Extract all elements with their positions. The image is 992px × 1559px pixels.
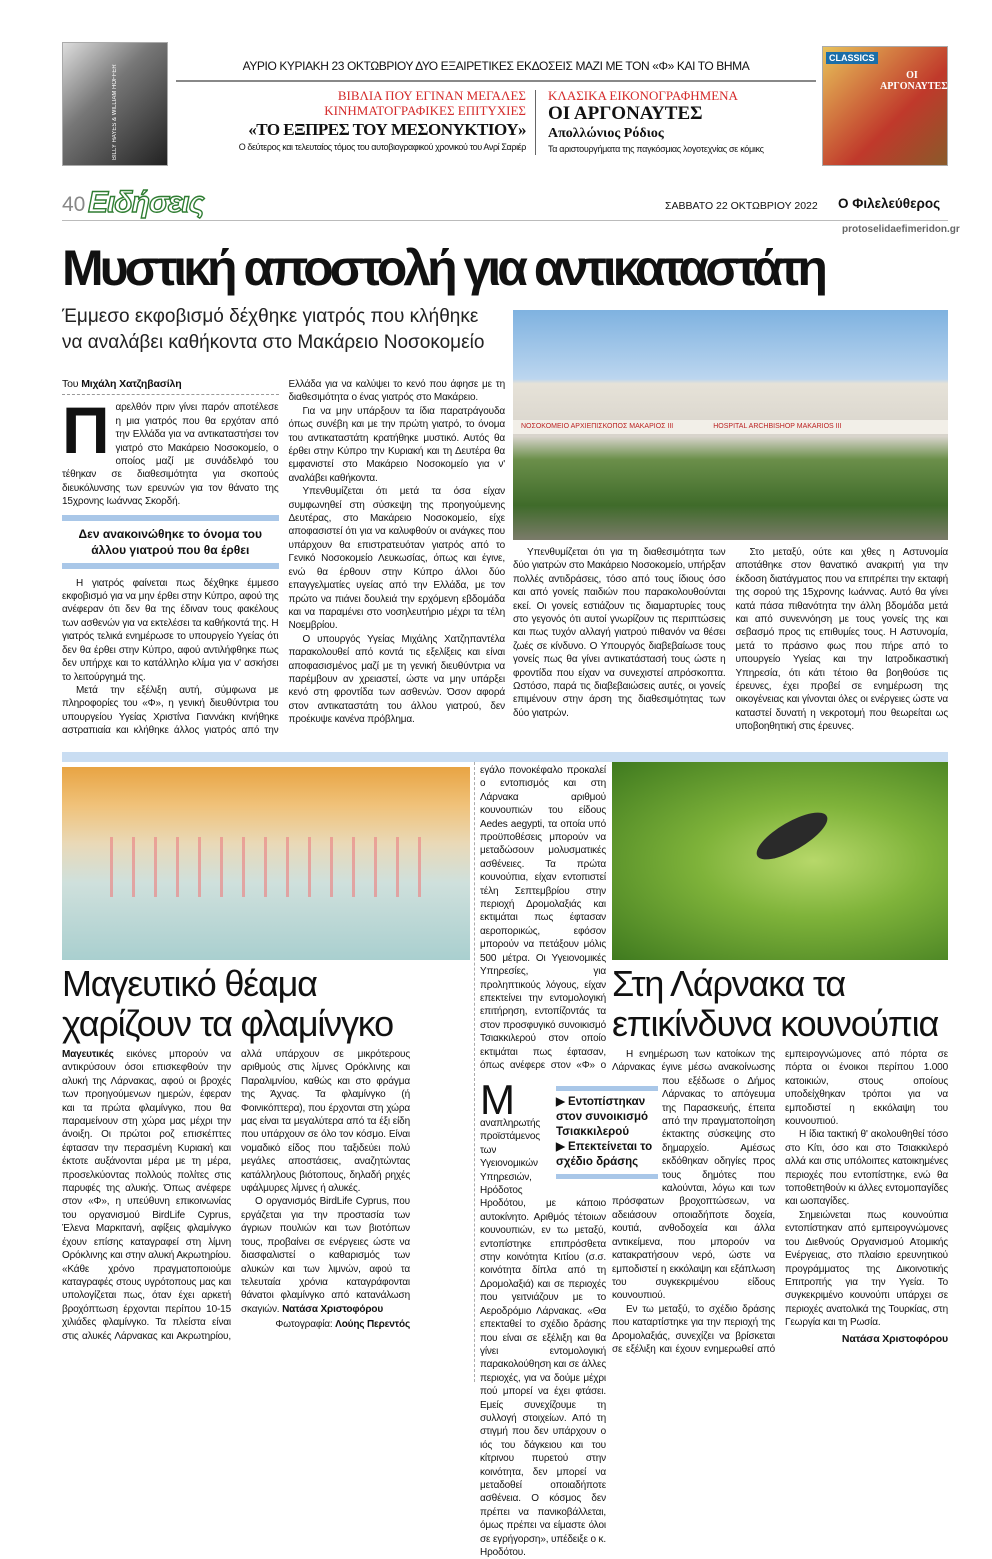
article2-p1: εικόνες μπορούν να αντικρύσουν όσοι επισκεφθούν την αλυκή της Λάρνακας, αφού οι βροχές των προηγούμενων ημερών, έφεραν και τα πρώτα φλαμίνγκο, που θα παραμείνουν στη χώρα μας μέχρι την άνοιξη. Οι πρώτοι ροζ επισκέπτες έφτασαν την περασμένη Κυριακή και έκτοτε αυξάνονται μέρα με τη μέρα, προσελκύοντας πολλούς πολίτες στις παρυφές της αλυκής. Όπως ανέφερε στον «Φ», η υπεύθυνη επικοινωνίας του οργανισμού BirdLife Cyprus, Έλενα Μαρκιτανή, αφίξεις φλαμίνγκο έχουν επίσης καταγραφεί στη λίμνη Ορόκλινης και στην αλυκή Ακρωτηρίου. «Κάθε χρόνο πραγματοποιούμε καταγραφές στους υγρότοπους μας και υπολογίζεται πως, όταν έχει αρκετή βροχόπτωση έρχονται περίπου 10-15 χιλιάδες φλαμίνγκο. Τα πλείστα είναι στις αλυκές Λάρνακας και Ακρωτηρίου, αλλά υπάρχουν σε μικρότερους αριθμούς στις λίμνες Ορόκλινης και Παραλιμνίου, καθώς και στο φράγμα της Άχνας. Τα φλαμίνγκο (ή Φοινικόπτερα), που έρχονται στη χώρα μας είναι τα μεγαλύτερα από τα έξι είδη που υπάρχουν σε όλο τον κόσμο. Είναι νομαδικό είδος που ταξιδεύει πολύ μεγάλες αποστάσεις, αναζητώντας κατάλληλους βιότοπους, δηλαδή ρηχές υφάλμυρες λίμνες ή αλυκές. <box>62 1049 410 1342</box>
sign-greek: ΝΟΣΟΚΟΜΕΙΟ ΑΡΧΙΕΠΙΣΚΟΠΟΣ ΜΑΚΑΡΙΟΣ ΙΙΙ <box>521 423 674 430</box>
mosquito-photo <box>612 762 948 960</box>
column-divider <box>474 762 475 1382</box>
article1-p2: Η γιατρός φαίνεται πως δέχθηκε έμμεσο εκφοβισμό για να μην έρθει στην Κύπρο, αφού της ανέφεραν ότι δεν θα της έδιναν τους φακέλους των ασθενών για να εκτελέσει τα καθήκοντά της. Η γιατρός τελικά ενημέρωσε το υπουργείο Υγείας ότι δεν θα έρθει στην Κύπρο, αφού αντιλήφθηκε πως δεν υπήρχε και το κατάλληλο κλίμα για ν' ασκήσει το λειτούργημά της. <box>62 577 279 683</box>
banner-right-title: ΟΙ ΑΡΓΟΝΑΥΤΕΣ <box>548 103 703 124</box>
article3-headline <box>612 964 948 1044</box>
byline-prefix: Του <box>62 378 79 390</box>
drop-cap-m: Μ <box>480 1076 515 1123</box>
banner-divider <box>535 90 536 155</box>
article2-headline-line2: χαρίζουν τα φλαμίνγκο <box>62 1003 393 1044</box>
sidebar-item-1-text: Εντοπίστηκαν στον συνοικισμό Τσιακκιλερού <box>556 1096 649 1138</box>
article1-p7: Υπενθυμίζεται ότι για τη διαθεσιμότητα των δύο γιατρών στο Μακάρειο Νοσοκομείο, υπήρξαν πολλές αντιδράσεις, τόσο από τους ίδιους όσο και από γονείς παιδιών που παρακολουθούνται εκεί. Οι γονείς εστιάζουν τις διαμαρτυρίες τους στο γεγονός ότι αυτοί γνωρίζουν τις περιπτώσεις και πως τυχόν αλλαγή γιατρού πιθανόν να θέσει ζωές σε κίνδυνο. Ο Υπουργός διαβεβαίωσε τους γονείς πως θα γίνει αντικατάστασή τους ώστε η φροντίδα που είχαν να συνεχιστεί απρόσκοπτα. Ωστόσο, παρά τις διαβεβαιώσεις αυτές, οι γονείς επιμένουν στην άρση της διαθεσιμότητας των δύο γιατρών. <box>513 547 726 719</box>
section-divider-bar <box>62 752 948 762</box>
article2-p2: Ο οργανισμός BirdLife Cyprus, που εργάζεται για την προστασία των άγριων πουλιών και των βιοτόπων τους, προβαίνει σε ενέργειες ώστε να διασφαλιστεί ο καθαρισμός των αλυκών και των λιμνών, αφού τα τελευταία χρόνια καταγράφονται θάνατοι φλαμίνγκο από κατανάλωση σκαγιών. <box>241 1196 410 1315</box>
article2-author: Νατάσα Χριστοφόρου <box>282 1303 384 1315</box>
sidebar-item-2-text: Επεκτείνεται το σχέδιο δράσης <box>556 1141 653 1168</box>
subhead-line1: Έμμεσο εκφοβισμό δέχθηκε γιατρός που κλήθηκε <box>62 306 479 327</box>
article2-headline-line1: Μαγευτικό θέαμα <box>62 963 317 1004</box>
article2-body <box>62 1048 410 1343</box>
book-cover-argonauts <box>822 46 948 166</box>
cover-brand: CLASSICS <box>826 52 878 64</box>
paper-logo: Ο Φιλελεύθερος <box>838 196 941 211</box>
article3-p2: Η ενημέρωση των κατοίκων της Λάρνακας έγινε μέσω ανακοίνωσης που εξέδωσε ο Δήμος Λάρνακας το απόγευμα της Παρασκευής, έπειτα από την πραγματοποίηση έκτακτης σύσκεψης στο δημαρχείο. Αμέσως εκδόθηκαν οδηγίες προς τους δημότες που καλούνται, λόγω και των πρόσφατων βροχοπτώσεων, να αδειάσουν οποιαδήποτε δοχεία, κουτιά, ανθοδοχεία και άλλα αντικείμενα, που μπορούν να κατακρατήσουν νερό, ώστε να εμποδιστεί η εκκόλαψη και εξάπλωση του συγκεκριμένου είδους κουνουπιού. <box>612 1049 775 1302</box>
article3-p4: Η ίδια τακτική θ' ακολουθηθεί τόσο στο Κίτι, όσο και στο Τσιακκιλερό αλλά και στις υπόλοιπες κατοικημένες περιοχές που εντοπίστηκε, ενώ θα τοποθετηθούν κι άλλες εντομοπαγίδες και ωοπαγίδες. <box>785 1129 948 1208</box>
article1-cols34 <box>513 546 948 734</box>
article2 <box>62 964 410 1343</box>
article3-headline-line1: Στη Λάρνακα τα <box>612 963 846 1004</box>
article1-subhead <box>62 304 507 356</box>
banner-right-kicker: ΚΛΑΣΙΚΑ ΕΙΚΟΝΟΓΡΑΦΗΜΕΝΑ <box>548 88 738 103</box>
sidebar-spacer <box>612 1078 662 1184</box>
flamingo-photo <box>62 767 470 960</box>
header-rule <box>62 220 948 221</box>
banner-left <box>176 88 526 154</box>
banner-left-title: «ΤΟ ΕΞΠΡΕΣ ΤΟΥ ΜΕΣΟΝΥΚΤΙΟΥ» <box>248 120 526 139</box>
book-cover-text: BILLY HAYES & WILLIAM HOFFER <box>112 64 118 160</box>
drop-cap: Π <box>62 393 110 468</box>
article1-p8: Στο μεταξύ, ούτε και χθες η Αστυνομία αποτάθηκε στον θανατικό ανακριτή για την έκδοση διατάγματος που να επιτρέπει την εκταφή της σορού της 15χρονης Ιωάννας. Αυτό θα γίνει κατά πάσα πιθανότητα την άλλη βδομάδα μετά και από συνεννόηση με τους γονείς της και σεβασμό προς τις επιθυμίες τους. Η Αστυνομία, μετά το πράσινο φως που πήρε από το υπουργείο Υγείας και την Ιατροδικαστική Υπηρεσία, ότι κάτι τέτοιο θα βοηθούσε τις έρευνες, έχει προβεί σε ενημέρωση της οικογένειας και γίνονται όλες οι ενέργειες ώστε να καταστεί δυνατή η νεκροτομή που θεωρείται ως υποβοηθητική στις έρευνες. <box>735 547 948 733</box>
banner-left-kicker1: ΒΙΒΛΙΑ ΠΟΥ ΕΓΙΝΑΝ ΜΕΓΑΛΕΣ <box>337 88 526 103</box>
page-number: 40 <box>62 193 86 216</box>
hospital-sign <box>513 420 948 434</box>
article3-p1: εγάλο πονοκέφαλο προκαλεί ο εντοπισμός και στη Λάρνακα αριθμού κουνουπιών του είδους Aedes aegypti, τα οποία υπό προϋποθέσεις μπορούν να μεταδώσουν μολυσματικές ασθένειες. Τα πρώτα κουνούπια, είχαν εντοπιστεί τέλη Σεπτεμβρίου στην περιοχή Δρομολαξιάς και εκτιμάται πως έφτασαν αεροπορικώς, εφόσον μπορούν να πετάξουν μόλις 500 μέτρα. Οι Υγειονομικές Υπηρεσίες, για προληπτικούς λόγους, είχαν επεκτείνει την εντομολογική επιτήρηση, εντοπίζοντάς τα στον προσφυγικό συνοικισμό Τσιακκιλερού στον οποίο εκτιμάται πως έφτασαν, όπως ανέφερε στον «Φ» ο αναπληρωτής προϊστάμενος των Υγειονομικών Υπηρεσιών, Ηρόδοτος Ηροδότου, με κάποιο αυτοκίνητο. Αριθμός τέτοιων κουνουπιών, εν τω μεταξύ, εντοπίστηκε επιπρόσθετα στην κοινότητα Κιτίου (σ.σ. κοινότητα δίπλα από τη Δρομολαξιά) και σε περιοχές που γειτνιάζουν με το Αεροδρόμιο Λάρνακας. «Θα επεκταθεί το σχέδιο δράσης που είναι σε εξέλιξη και θα γίνει εντομολογική παρακολούθηση και σε άλλες περιοχές, για να δούμε μέχρι πού μπορεί να έχει φτάσει. Εμείς συνεχίζουμε τη συλλογή στοιχείων. Από τη στιγμή που δεν υπάρχουν ο ιός του δάγκειου και του κίτρινου πυρετού στην κοινότητα, δεν μπορεί να μεταδοθεί οποιαδήποτε ασθένεια. Ο κόσμος δεν πρέπει να πανικοβάλλεται, όμως πρέπει να είμαστε όλοι σε εγρήγορση», υπέδειξε ο κ. Ηροδότου. <box>480 765 606 1558</box>
article1-p4: Για να μην υπάρξουν τα ίδια παρατράγουδα όπως συνέβη και με την πρώτη γιατρό, το όνομα του αντικαταστάτη κρατήθηκε μυστικό. Αυτός θα έρθει στην Κύπρο την Κυριακή και τη Δευτέρα θα εμφανιστεί στο Μακάρειο Νοσοκομείο για ν' αναλάβει καθήκοντα. <box>288 405 505 484</box>
pullquote-text: Δεν ανακοινώθηκε το όνομα του άλλου γιατρού που θα έρθει <box>78 526 262 557</box>
page-date: ΣΑΒΒΑΤΟ 22 ΟΚΤΩΒΡΙΟΥ 2022 <box>665 200 818 212</box>
sign-english: HOSPITAL ARCHBISHOP MAKARIOS III <box>713 423 842 430</box>
hospital-photo <box>513 310 948 540</box>
article1-p3: Μετά την εξέλιξη αυτή, σύμφωνα με πληροφορίες του «Φ», η γενική διευθύντρια του υπουργείου Υγείας Χριστίνα Γιαννάκη κινήθηκε αστραπιαία και κλήθηκε άλλος γιατρός από την Ελλάδα για να καλύψει το κενό που άφησε με τη διαθεσιμότητα ο ένας γιατρός στο Μακάρειο. <box>62 379 505 737</box>
sidebar-item-1: ▶ Εντοπίστηκαν στον συνοικισμό Τσιακκιλερού <box>556 1096 649 1138</box>
banner-left-kicker2: ΚΙΝΗΜΑΤΟΓΡΑΦΙΚΕΣ ΕΠΙΤΥΧΙΕΣ <box>324 103 526 118</box>
article3-p3: Εν τω μεταξύ, το σχέδιο δράσης που καταρτίστηκε για την περιοχή της Δρομολαξιάς, συνεχίζει να βρίσκεται σε εξέλιξη και έχουν ενημερωθεί από εμπειρογνώμονες από πόρτα σε πόρτα οι ένοικοι περίπου 1.000 κατοικιών, στους οποίους υποδείχθηκαν τρόποι για να εμποδιστεί η εκκόλαψη του κουνουπιού. <box>612 1049 948 1355</box>
pullquote <box>62 515 279 569</box>
article2-lead: Μαγευτικές <box>62 1049 114 1060</box>
subhead-line2: να αναλάβει καθήκοντα στο Μακάρειο Νοσοκομείο <box>62 332 485 353</box>
article3-p5: Σημειώνεται πως κουνούπια εντοπίστηκαν από εμπειρογνώμονες του Διεθνούς Οργανισμού Ατομικής Ενέργειας, στο πλαίσιο ερευνητικού προγράμματος της Δικοινοτικής Επιτροπής για την Υγεία. Το συγκεκριμένο κουνούπι υπάρχει σε περιοχές ανατολικά της Τουρκίας, στη Γεωργία και τη Ρωσία. <box>785 1209 948 1329</box>
banner-top-line: ΑΥΡΙΟ ΚΥΡΙΑΚΗ 23 ΟΚΤΩΒΡΙΟΥ ΔΥΟ ΕΞΑΙΡΕΤΙΚΕΣ ΕΚΔΟΣΕΙΣ ΜΑΖΙ ΜΕ ΤΟΝ «Φ» ΚΑΙ ΤΟ ΒΗΜΑ <box>242 59 750 73</box>
photo-credit-prefix: Φωτογραφία: <box>275 1319 333 1331</box>
cover-title: ΟΙ ΑΡΓΟΝΑΥΤΕΣ <box>880 70 948 92</box>
article3-headline-line2: επικίνδυνα κουνούπια <box>612 1003 939 1044</box>
article1-p6: Ο υπουργός Υγείας Μιχάλης Χατζηπαντέλα παρακολουθεί από κοντά τις εξελίξεις και είναι αποφασισμένος μαζί με τη γενική διευθύντρια να παρέμβουν αν χρειαστεί, ώστε να μην υπάρξει κενό στη φροντίδα των ασθενών. Όσον αφορά στον αντικαταστάτη του άλλου γιατρού, δεν προέκυψε κανένα πρόβλημα. <box>288 633 505 726</box>
banner-left-desc: Ο δεύτερος και τελευταίος τόμος του αυτοβιογραφικού χρονικού του Ανρί Σαριέρ <box>238 142 526 152</box>
section-logo: Ειδήσεις <box>88 186 204 219</box>
photo-credit-name: Λούης Περεντός <box>335 1319 410 1331</box>
watermark: protoselidaefimeridon.gr <box>842 224 960 235</box>
banner-right-author: Απολλώνιος Ρόδιος <box>548 126 664 141</box>
article1-p5: Υπενθυμίζεται ότι μετά τα όσα είχαν συμφωνηθεί στη σύσκεψη της προηγούμενης Δευτέρας, στο Μακάρειο Νοσοκομείο, είχε αποφασιστεί ότι για να καλυφθούν οι ανάγκες που υπάρχουν θα επιστρατευόταν γιατρός από το Γενικό Νοσοκομείο Λευκωσίας, όπως και έγινε, ενώ θα έρθουν στην Κύπρο άλλοι δύο επαγγελματίες υγείας από την Ελλάδα, με τον πρώτο να πιάνει δουλειά την ερχόμενη εβδομάδα και να παραμένει στο νοσηλευτήριο μέχρι τα τέλη Νοεμβρίου. <box>288 486 505 632</box>
article3 <box>612 964 948 1356</box>
banner-right <box>548 88 816 156</box>
banner-rule <box>176 80 816 82</box>
banner-right-desc: Τα αριστουργήματα της παγκόσμιας λογοτεχνίας σε κόμικς <box>548 144 764 154</box>
article2-headline <box>62 964 410 1044</box>
photo-credit <box>241 1318 410 1331</box>
article3-body <box>612 1048 948 1356</box>
article1-cols12 <box>62 378 505 738</box>
article1-headline: Μυστική αποστολή για αντικαταστάτη <box>62 240 824 296</box>
article1-p1: αρελθόν πριν γίνει παρόν αποτέλεσε η μια γιατρός που θα ερχόταν από την Ελλάδα για να αντικαταστήσει τον γιατρό στο Μακάρειο Νοσοκομείο, ο οποίος μαζί με συνάδελφό του τέθηκαν σε διαθεσιμότητα για σκοπούς διευκόλυνσης των ερευνών για τον θάνατο της 15χρονης Ιωάννας Σκορδή. <box>62 402 279 508</box>
byline-author: Μιχάλη Χατζηβασίλη <box>81 378 182 390</box>
article3-author: Νατάσα Χριστοφόρου <box>841 1332 948 1345</box>
sidebar-item-2: ▶ Επεκτείνεται το σχέδιο δράσης <box>556 1141 653 1168</box>
